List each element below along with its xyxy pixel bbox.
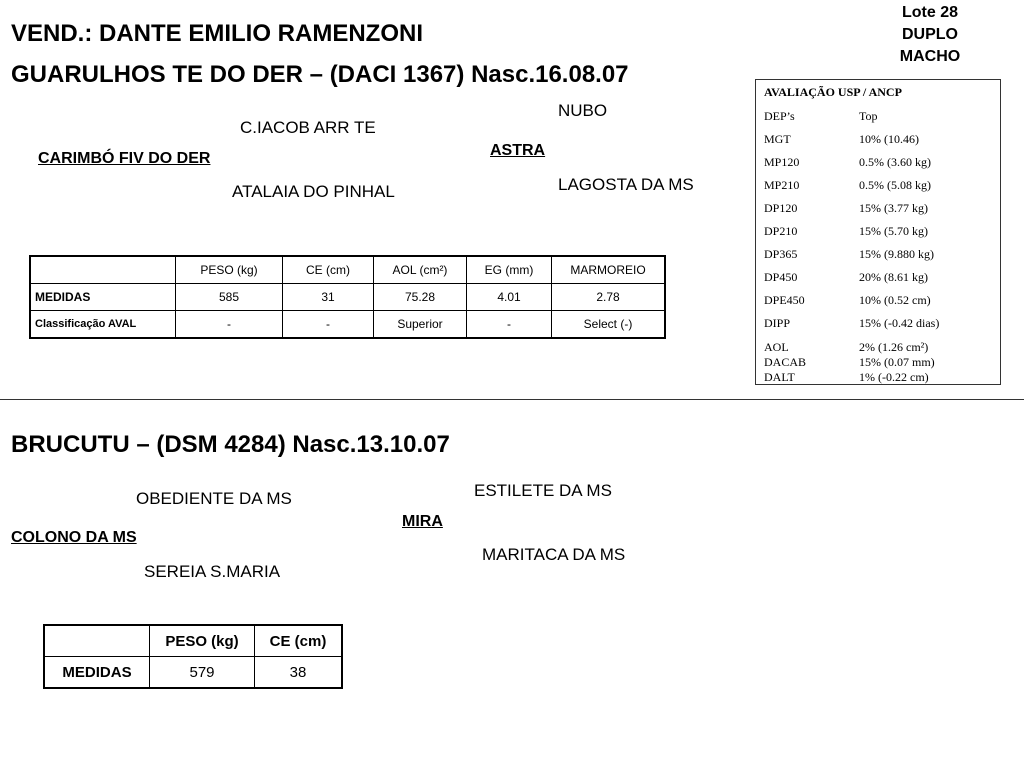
evaluation-value: 15% (0.07 mm)	[859, 355, 935, 369]
evaluation-key: DP450	[764, 270, 798, 284]
cell-peso-2: 579	[150, 657, 255, 689]
dam-name-2: MIRA	[402, 513, 443, 530]
row-label-medidas: MEDIDAS	[30, 284, 176, 311]
evaluation-value: Top	[859, 109, 878, 123]
cell-peso-class: -	[176, 311, 283, 339]
evaluation-value: 10% (10.46)	[859, 132, 919, 146]
header-eg: EG (mm)	[467, 256, 552, 284]
evaluation-key: DP365	[764, 247, 798, 261]
dam-sire-name: NUBO	[558, 101, 608, 120]
evaluation-key: MP210	[764, 178, 800, 192]
header-ce: CE (cm)	[283, 256, 374, 284]
evaluation-value: 15% (5.70 kg)	[859, 224, 928, 238]
header-aol: AOL (cm²)	[374, 256, 467, 284]
row-label-classificacao: Classificação AVAL	[30, 311, 176, 339]
measurements-table-2	[43, 624, 343, 689]
cell-ce: 31	[283, 284, 374, 311]
evaluation-value: 15% (-0.42 dias)	[859, 316, 940, 330]
cell-marmoreio: 2.78	[552, 284, 666, 311]
evaluation-value: 2% (1.26 cm²)	[859, 340, 929, 354]
evaluation-value: 1% (-0.22 cm)	[859, 370, 929, 384]
evaluation-key: AOL	[764, 340, 789, 354]
evaluation-value: 10% (0.52 cm)	[859, 293, 931, 307]
table-row	[30, 284, 665, 311]
evaluation-key: DP120	[764, 201, 798, 215]
dam-sire-name-2: ESTILETE DA MS	[474, 481, 612, 500]
table-row	[44, 657, 342, 689]
evaluation-box	[755, 79, 1001, 385]
evaluation-value: 15% (9.880 kg)	[859, 247, 934, 261]
animal-title: GUARULHOS TE DO DER – (DACI 1367) Nasc.16.08.07	[11, 61, 629, 88]
cell-ce-class: -	[283, 311, 374, 339]
animal-title-2: BRUCUTU – (DSM 4284) Nasc.13.10.07	[11, 431, 450, 458]
dam-name: ASTRA	[490, 142, 546, 159]
header-peso: PESO (kg)	[176, 256, 283, 284]
sire-name: CARIMBÓ FIV DO DER	[38, 150, 211, 167]
dam-dam-name: LAGOSTA DA MS	[558, 175, 694, 194]
sire-dam-name: ATALAIA DO PINHAL	[232, 182, 395, 201]
table-header-row	[30, 256, 665, 284]
sire-sire-name: C.IACOB ARR TE	[240, 118, 376, 137]
cell-aol-class: Superior	[374, 311, 467, 339]
sire-sire-name-2: OBEDIENTE DA MS	[136, 489, 292, 508]
vendor-title: VEND.: DANTE EMILIO RAMENZONI	[11, 20, 423, 47]
cell-eg-class: -	[467, 311, 552, 339]
evaluation-key: DPE450	[764, 293, 805, 307]
evaluation-key: DALT	[764, 370, 795, 384]
measurements-table	[29, 255, 666, 339]
evaluation-value: 15% (3.77 kg)	[859, 201, 928, 215]
cell-ce-2: 38	[255, 657, 343, 689]
evaluation-value: 0.5% (5.08 kg)	[859, 178, 931, 192]
lot-sex: MACHO	[899, 48, 961, 65]
row-label-medidas-2: MEDIDAS	[44, 657, 150, 689]
header-peso-2: PESO (kg)	[150, 625, 255, 657]
cell-peso: 585	[176, 284, 283, 311]
evaluation-key: DACAB	[764, 355, 807, 369]
evaluation-key: DP210	[764, 224, 798, 238]
evaluation-title: AVALIAÇÃO USP / ANCP	[764, 85, 902, 99]
evaluation-key: DIPP	[764, 316, 791, 330]
sire-name-2: COLONO DA MS	[11, 529, 137, 546]
header-ce-2: CE (cm)	[255, 625, 343, 657]
table-header-row	[44, 625, 342, 657]
evaluation-key: MGT	[764, 132, 791, 146]
cell-marmoreio-class: Select (-)	[552, 311, 666, 339]
cell-eg: 4.01	[467, 284, 552, 311]
header-marmoreio: MARMOREIO	[552, 256, 666, 284]
evaluation-key: MP120	[764, 155, 800, 169]
lot-number: Lote 28	[901, 4, 958, 21]
evaluation-value: 0.5% (3.60 kg)	[859, 155, 931, 169]
sire-dam-name-2: SEREIA S.MARIA	[144, 562, 281, 581]
lot-type: DUPLO	[902, 26, 958, 43]
cell-aol: 75.28	[374, 284, 467, 311]
table-row	[30, 311, 665, 339]
evaluation-value: 20% (8.61 kg)	[859, 270, 928, 284]
dam-dam-name-2: MARITACA DA MS	[482, 545, 626, 564]
section-divider	[0, 399, 1024, 400]
lot-label	[880, 2, 980, 68]
evaluation-key: DEP’s	[764, 109, 795, 123]
